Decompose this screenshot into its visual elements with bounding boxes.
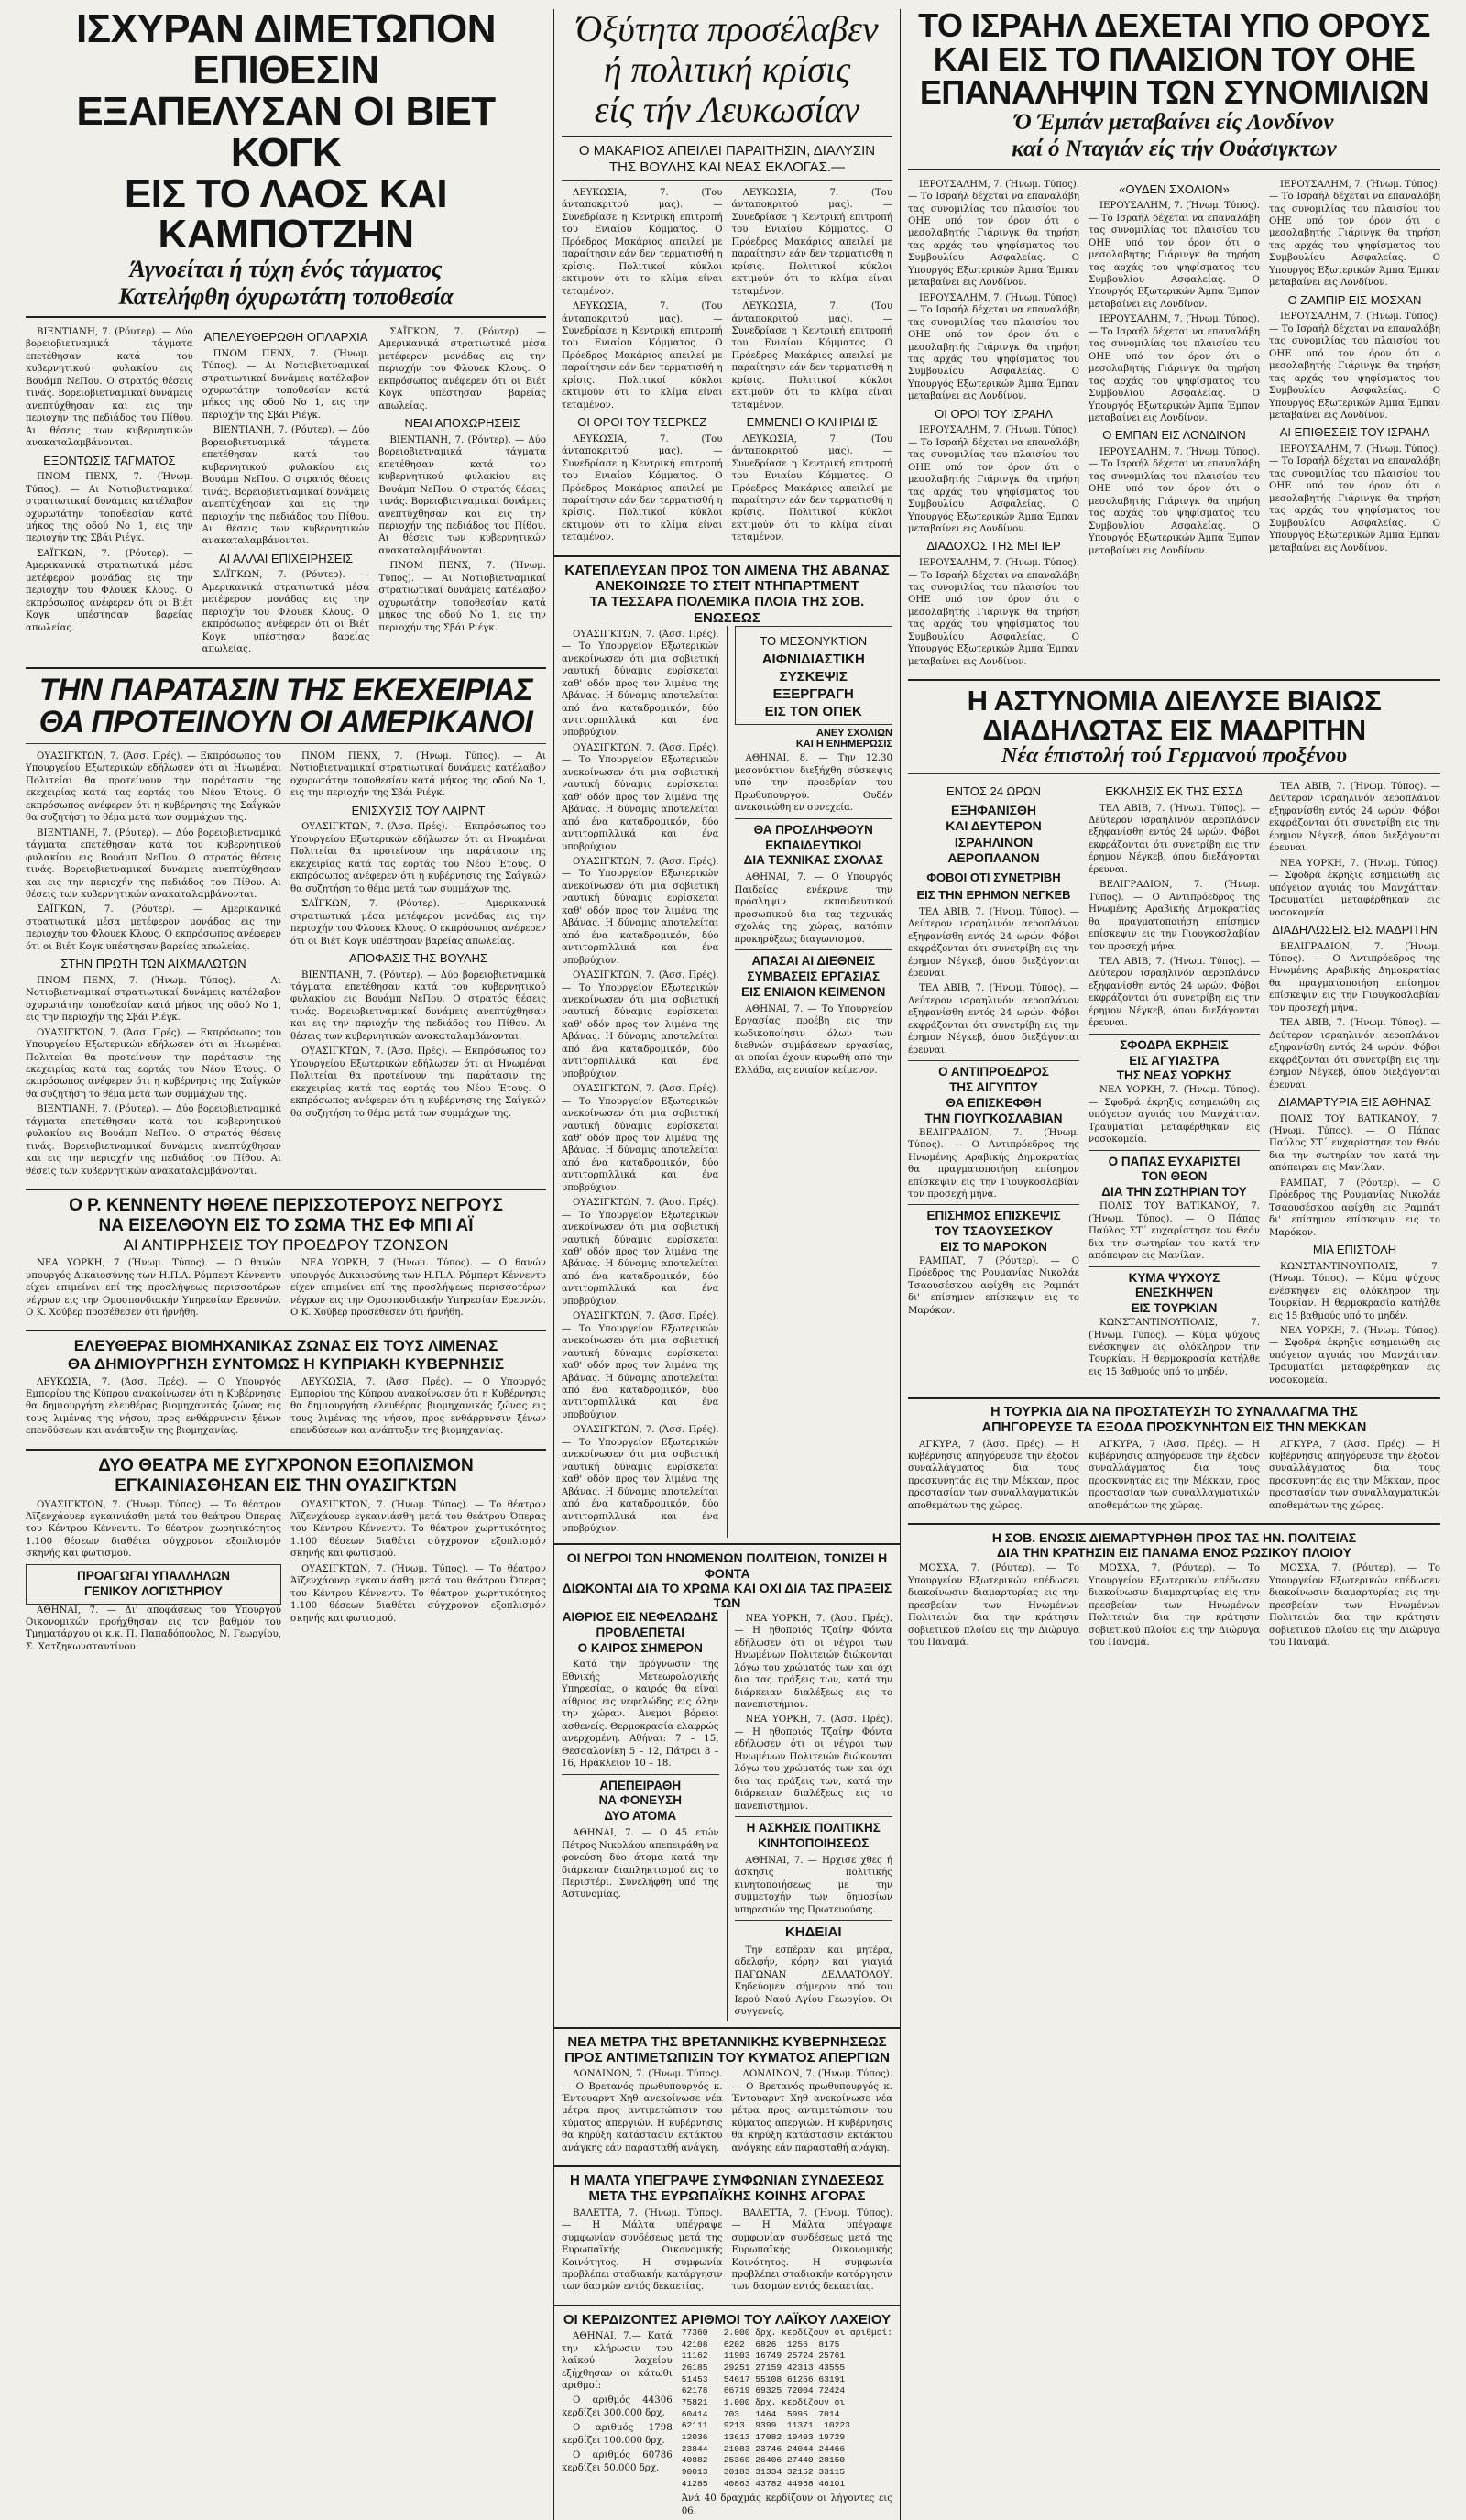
headline-malta <box>562 2173 892 2205</box>
headline: ΔΙΑ ΤΕΧΝΙΚΑΣ ΣΧΟΛΑΣ <box>743 853 883 868</box>
box-kicker: ΕΝΤΟΣ 24 ΩΡΩΝ <box>946 783 1042 798</box>
banner-line: ΔΙΩΚΟΝΤΑΙ ΔΙΑ ΤΟ ΧΡΩΜΑ ΚΑΙ ΟΧΙ ΔΙΑ ΤΑΣ ΠΡΑΞΕΙΣ ΤΩΝ <box>562 1580 892 1610</box>
article-text: ΛΕΥΚΩΣΙΑ, 7. (Άσσ. Πρές). — Ο Υπουργός Εμπορίου της Κύπρου ανακοίνωσεν ότι η Κυβέρνησις θα δημιουργήση ελευθέρας βιομηχανικάς ζώνας εις τους λιμένας της νήσου, προς ενθάρρυνσιν ξένων επενδύσεων και ανάπτυξιν της βιομηχανίας. <box>290 1376 546 1437</box>
article-text: ΠΝΟΜ ΠΕΝΧ, 7. (Ήνωμ. Τύπος). — Αι Νοτιοβιετναμικαί στρατιωτικαί δυνάμεις κατέλαβον οχυρωτάτην τοποθεσίαν κατά μήκος της οδού Νο 1, εις την περιοχήν της Σβάι Ριέγκ. ΕΝΙΣΧΥΣΙΣ ΤΟΥ ΛΑΙΡΝΤ ΟΥΑΣΙΓΚΤΩΝ, 7. (Άσσ. Πρές). — Εκπρόσωπος του Υπουργείου Εξωτερικών εδήλωσεν ότι αι Ηνωμέναι Πολιτείαι θα προτείνουν την παράτασιν της εκεχειρίας κατά τας εορτάς του Νέου Έτους. Ο εκπρόσωπος ανέφερεν ότι η κυβέρνησις της Σαΐγκών θα συζητήση το θέμα μετά των συμμάχων της. ΣΑΪΓΚΩΝ, 7. (Ρόυτερ). — Αμερικανικά στρατιωτικά μέσα μετέφερον μονάδας εις την περιοχήν του Φλουεκ Κλους. Ο εκπρόσωπος ανέφερεν ότι οι Βιέτ Κογκ υπέστησαν βαρείας απωλείας. ΑΠΟΦΑΣΙΣ ΤΗΣ ΒΟΥΛΗΣ ΒΙΕΝΤΙΑΝΗ, 7. (Ρόυτερ). — Δύο βορειοβιετναμικά τάγματα επετέθησαν κατά του κυβερνητικού φυλακίου εις Βουάμπ ΝεΠου. Ο στρατός θέσεις τινάς. Βορειοβιετναμικαί δυνάμεις ανεπτύχθησαν και εις την περιοχήν της πεδιάδος του Πίθου. Αι θέσεις των κυβερνητικών ανακαταλαμβάνονται. ΟΥΑΣΙΓΚΤΩΝ, 7. (Άσσ. Πρές). — Εκπρόσωπος του Υπουργείου Εξωτερικών εδήλωσεν ότι αι Ηνωμέναι Πολιτείαι θα προτείνουν την παράτασιν της εκεχειρίας κατά τας εορτάς του Νέου Έτους. Ο εκπρόσωπος ανέφερεν ότι η κυβέρνησις της Σαΐγκών θα συζητήση το θέμα μετά των συμμάχων της. <box>290 751 546 1119</box>
article-text: ΝΕΑ ΥΟΡΚΗ, 7. (Άσσ. Πρές). — Η ηθοποιός Τζαίην Φόντα εδήλωσεν ότι οι νέγροι των Ηνωμένων Πολιτειών διώκονται λόγω του χρώματός των και όχι δια τας πράξεις των, κατά την διάρκειαν διαλέξεως εις το πανεπιστήμιον. ΝΕΑ ΥΟΡΚΗ, 7. (Άσσ. Πρές). — Η ηθοποιός Τζαίην Φόντα εδήλωσεν ότι οι νέγροι των Ηνωμένων Πολιτειών διώκονται λόγω του χρώματός των και όχι δια τας πράξεις των, κατά την διάρκειαν διαλέξεως εις το πανεπιστήμιον. <box>734 1613 892 1812</box>
section-subhead: ΑΙ ΑΛΛΑΙ ΕΠΙΧΕΙΡΗΣΕΙΣ <box>218 551 354 565</box>
headline: ΤΟΝ ΘΕΟΝ <box>1141 1169 1208 1184</box>
box-title: ΑΙΦΝΙΔΙΑΣΤΙΚΗ <box>761 652 865 668</box>
headline: ΚΙΝΗΤΟΠΟΙΗΣΕΩΣ <box>758 1835 870 1850</box>
mesonyktio-box <box>735 626 893 726</box>
banner-line: Η ΑΣΤΥΝΟΜΙΑ ΔΙΕΛΥΣΕ ΒΙΑΙΩΣ <box>967 685 1382 718</box>
banner-line: ΔΙΑ ΤΗΝ ΚΡΑΤΗΣΙΝ ΕΙΣ ΠΑΝΑΜΑ ΕΝΟΣ ΡΩΣΙΚΟΥ ΠΛΟΙΟΥ <box>997 1545 1351 1561</box>
headline: ΕΝΕΣΚΗΨΕΝ <box>1134 1286 1214 1300</box>
article-text: ΣΑΪΓΚΩΝ, 7. (Ρόυτερ). — Αμερικανικά στρατιωτικά μέσα μετέφερον μονάδας εις την περιοχήν του Φλουεκ Κλους. Ο εκπρόσωπος ανέφερεν ότι οι Βιέτ Κογκ υπέστησαν βαρείας απωλείας. ΝΕΑΙ ΑΠΟΧΩΡΗΣΕΙΣ ΒΙΕΝΤΙΑΝΗ, 7. (Ρόυτερ). — Δύο βορειοβιετναμικά τάγματα επετέθησαν κατά του κυβερνητικού φυλακίου εις Βουάμπ ΝεΠου. Ο στρατός θέσεις τινάς. Βορειοβιετναμικαί δυνάμεις ανεπτύχθησαν και εις την περιοχήν της πεδιάδος του Πίθου. Αι θέσεις των κυβερνητικών ανακαταλαμβάνονται. ΠΝΟΜ ΠΕΝΧ, 7. (Ήνωμ. Τύπος). — Αι Νοτιοβιετναμικαί στρατιωτικαί δυνάμεις κατέλαβον οχυρωτάτην τοποθεσίαν κατά μήκος της οδού Νο 1, εις την περιοχήν της Σβάι Ριέγκ. <box>378 327 546 633</box>
article-text: ΛΟΝΔΙΝΟΝ, 7. (Ήνωμ. Τύπος). — Ο Βρετανός πρωθυπουργός κ. Έντουαρντ Χηθ ανεκοίνωσε νέα μέτρα προς αντιμετώπισιν του κύματος απεργιών. Η κυβέρνησις θα κηρύξη κατάστασιν εκτάκτου ανάγκης εάν παρασταθή ανάγκη. <box>731 2069 892 2153</box>
banner-line: Όξύτητα προσέλαβεν <box>575 8 879 49</box>
article-text: Κατά την πρόγνωσιν της Εθνικής Μετεωρολογικής Υπηρεσίας, ο καιρός θα είναι αίθριος εις νεφελώδης εις όλην την χώραν. Άνεμοι βόρειοι ασθενείς. Θερμοκρασία ελαφρώς ανερχομένη. Αθήναι: 7 – 15, Θεσσαλονίκη 5 – 12, Πάτραι 8 – 16, Ηράκλειον 10 – 18. <box>562 1660 719 1769</box>
banner-line: Η ΣΟΒ. ΕΝΩΣΙΣ ΔΙΕΜΑΡΤΥΡΗΘΗ ΠΡΟΣ ΤΑΣ ΗΝ. ΠΟΛΙΤΕΙΑΣ <box>991 1530 1357 1546</box>
lottery-row: 90013 30183 31334 32152 33115 <box>681 2467 846 2478</box>
article-text: ΛΕΥΚΩΣΙΑ, 7. (Άσσ. Πρές). — Ο Υπουργός Εμπορίου της Κύπρου ανακοίνωσεν ότι η Κυβέρνησις θα δημιουργήση ελευθέρας βιομηχανικάς ζώνας εις τους λιμένας της νήσου, προς ενθάρρυνσιν ξένων επενδύσεων και ανάπτυξιν της βιομηχανίας. <box>26 1376 281 1437</box>
banner-line: ΚΑΤΕΠΛΕΥΣΑΝ ΠΡΟΣ ΤΟΝ ΛΙΜΕΝΑ ΤΗΣ ΑΒΑΝΑΣ <box>564 562 890 578</box>
article-text: ΒΙΕΝΤΙΑΝΗ, 7. (Ρόυτερ). — Δύο βορειοβιετναμικά τάγματα επετέθησαν κατά του κυβερνητικού φυλακίου εις Βουάμπ ΝεΠου. Ο στρατός θέσεις τινάς. Βορειοβιετναμικαί δυνάμεις ανεπτύχθησαν και εις την περιοχήν της πεδιάδος του Πίθου. Αι θέσεις των κυβερνητικών ανακαταλαμβάνονται. ΕΞΟΝΤΩΣΙΣ ΤΑΓΜΑΤΟΣ ΠΝΟΜ ΠΕΝΧ, 7. (Ήνωμ. Τύπος). — Αι Νοτιοβιετναμικαί στρατιωτικαί δυνάμεις κατέλαβον οχυρωτάτην τοποθεσίαν κατά μήκος της οδού Νο 1, εις την περιοχήν της Σβάι Ριέγκ. ΣΑΪΓΚΩΝ, 7. (Ρόυτερ). — Αμερικανικά στρατιωτικά μέσα μετέφερον μονάδας εις την περιοχήν του Φλουεκ Κλους. Ο εκπρόσωπος ανέφερεν ότι οι Βιέτ Κογκ υπέστησαν βαρείας απωλείας. <box>26 327 193 633</box>
subheadline: Κατελήφθη όχυρωτάτη τοποθεσία <box>118 283 454 311</box>
banner-line: ΕΛΕΥΘΕΡΑΣ ΒΙΟΜΗΧΑΝΙΚΑΣ ΖΩΝΑΣ ΕΙΣ ΤΟΥΣ ΛΙΜΕΝΑΣ <box>73 1337 498 1355</box>
box-kicker: ΤΟ ΜΕΣΟΝΥΚΤΙΟΝ <box>760 633 868 648</box>
section-subhead: ΜΙΑ ΕΠΙΣΤΟΛΗ <box>1312 1243 1397 1257</box>
headline: ΕΠΙΣΗΜΟΣ ΕΠΙΣΚΕΨΙΣ <box>926 1209 1061 1223</box>
banner-line: ΔΥΟ ΘΕΑΤΡΑ ΜΕ ΣΥΓΧΡΟΝΟΝ ΕΞΟΠΛΙΣΜΟΝ <box>98 1455 474 1475</box>
headline: ΤΟΥ ΤΣΑΟΥΣΕΣΚΟΥ <box>934 1224 1054 1239</box>
headline-britain <box>562 2034 892 2066</box>
headline: ΑΕΡΟΠΛΑΝΟΝ <box>947 850 1040 866</box>
banner-line: ΤΗΝ ΠΑΡΑΤΑΣΙΝ ΤΗΣ ΕΚΕΧΕΙΡΙΑΣ <box>38 672 533 707</box>
headline: ΣΥΜΒΑΣΕΙΣ ΕΡΓΑΣΙΑΣ <box>747 969 881 983</box>
article-text: ΑΘΗΝΑΙ, 7. — Ο 45 ετών Πέτρος Νικολάου απεπειράθη να φονεύση δύο άτομα κατά την διάρκειαν διαπληκτισμού εις το Περιστέρι. Συνελήφθη υπό της Αστυνομίας. <box>562 1828 719 1901</box>
subheadline: Νέα έπιστολή τού Γερμανού προξένου <box>1001 744 1347 769</box>
headline: ΑΠΑΣΑΙ ΑΙ ΔΙΕΘΝΕΙΣ <box>751 954 875 969</box>
headline: ΕΙΣ ΤΟ ΜΑΡΟΚΟΝ <box>940 1240 1047 1255</box>
article-text: ΟΥΑΣΙΓΚΤΩΝ, 7. (Άσσ. Πρές). — Το Υπουργείον Εξωτερικών ανεκοίνωσεν ότι μια σοβιετική ναυτική δύναμις ευρίσκεται καθ' οδόν προς τον λιμένα της Αβάνας. Η δύναμις αποτελείται από ένα καταδρομικόν, δύο αντιτορπιλλικά και ένα υποβρύχιον. ΟΥΑΣΙΓΚΤΩΝ, 7. (Άσσ. Πρές). — Το Υπουργείον Εξωτερικών ανεκοίνωσεν ότι μια σοβιετική ναυτική δύναμις ευρίσκεται καθ' οδόν προς τον λιμένα της Αβάνας. Η δύναμις αποτελείται από ένα καταδρομικόν, δύο αντιτορπιλλικά και ένα υποβρύχιον. ΟΥΑΣΙΓΚΤΩΝ, 7. (Άσσ. Πρές). — Το Υπουργείον Εξωτερικών ανεκοίνωσεν ότι μια σοβιετική ναυτική δύναμις ευρίσκεται καθ' οδόν προς τον λιμένα της Αβάνας. Η δύναμις αποτελείται από ένα καταδρομικόν, δύο αντιτορπιλλικά και ένα υποβρύχιον. <box>562 629 719 966</box>
article-text: ΑΘΗΝΑΙ, 7. — Ο Υπουργός Παιδείας ενέκρινε την πρόσληψιν εκπαιδευτικού προσωπικού δια τας τεχνικάς σχολάς της χώρας, κατόπιν προκηρύξεως διαγωνισμού. <box>734 872 892 945</box>
lottery-row: 26185 29251 27159 42313 43555 <box>681 2362 846 2373</box>
banner-line: ΕΙΣ ΤΟ ΛΑΟΣ ΚΑΙ ΚΑΜΠΟΤΖΗΝ <box>124 170 448 257</box>
section-subhead: ΟΙ ΟΡΟΙ ΤΟΥ ΤΣΕΡΚΕΖ <box>577 415 707 430</box>
banner-line: είς τήν Λευκωσίαν <box>594 89 860 130</box>
banner-line: ΕΓΚΑΙΝΙΑΣΘΗΣΑΝ ΕΙΣ ΤΗΝ ΟΥΑΣΙΓΚΤΩΝ <box>115 1475 457 1496</box>
article-text: ΙΕΡΟΥΣΑΛΗΜ, 7. (Ήνωμ. Τύπος). — Το Ισραήλ δέχεται να επαναλάβη τας συνομιλίας του πλαισίου του ΟΗΕ υπό τον όρον ότι ο μεσολαβητής Γιάρινγκ θα τηρήση τας αρχάς του ψηφίσματος του Συμβουλίου Ασφαλείας. Ο Υπουργός Εξωτερικών Άμπα Έμπαν μεταβαίνει εις Λονδίνον. Ο ΖΑΜΠΙΡ ΕΙΣ ΜΟΣΧΑΝ ΙΕΡΟΥΣΑΛΗΜ, 7. (Ήνωμ. Τύπος). — Το Ισραήλ δέχεται να επαναλάβη τας συνομιλίας του πλαισίου του ΟΗΕ υπό τον όρον ότι ο μεσολαβητής Γιάρινγκ θα τηρήση τας αρχάς του ψηφίσματος του Συμβουλίου Ασφαλείας. Ο Υπουργός Εξωτερικών Άμπα Έμπαν μεταβαίνει εις Λονδίνον. ΑΙ ΕΠΙΘΕΣΕΙΣ ΤΟΥ ΙΣΡΑΗΛ ΙΕΡΟΥΣΑΛΗΜ, 7. (Ήνωμ. Τύπος). — Το Ισραήλ δέχεται να επαναλάβη τας συνομιλίας του πλαισίου του ΟΗΕ υπό τον όρον ότι ο μεσολαβητής Γιάρινγκ θα τηρήση τας αρχάς του ψηφίσματος του Συμβουλίου Ασφαλείας. Ο Υπουργός Εξωτερικών Άμπα Έμπαν μεταβαίνει εις Λονδίνον. <box>1269 179 1440 553</box>
box-title: ΠΡΟΑΓΩΓΑΙ ΥΠΑΛΛΗΛΩΝ <box>76 1568 231 1583</box>
lottery-row: 62178 66719 69325 72004 72424 <box>681 2385 846 2396</box>
banner-line: ΕΞΑΠΕΛΥΣΑΝ ΟΙ ΒΙΕΤ ΚΟΓΚ <box>76 88 496 175</box>
article-text: ΑΓΚΥΡΑ, 7 (Άσσ. Πρές). — Η κυβέρνησις απηγόρευσε την έξοδον συναλλάγματος δια τους προσκυνητάς εις την Μέκκαν, προς προστασίαν των συναλλαγματικών αποθεμάτων της χώρας. <box>1089 1439 1260 1511</box>
box-title: ΕΞΕΡΓΡΑΓΗ <box>772 685 854 702</box>
lottery-numbers <box>682 2328 892 2520</box>
headline: ΘΑ ΠΡΟΣΛΗΦΘΟΥΝ <box>753 822 873 837</box>
subheadline: καί ό Νταγιάν είς τήν Ουάσιγκτων <box>1012 136 1337 161</box>
section-subhead: «ΟΥΔΕΝ ΣΧΟΛΙΟΝ» <box>1119 181 1230 196</box>
headline: ΤΗΣ ΝΕΑΣ ΥΟΡΚΗΣ <box>1116 1068 1232 1083</box>
headline: ΕΙΣ ΑΓΥΙΑΣΤΡΑ <box>1129 1053 1220 1068</box>
column-middle <box>554 9 901 2520</box>
headline-fonda <box>562 1550 892 1609</box>
section-subhead: ΔΙΑΔΟΧΟΣ ΤΗΣ ΜΕΓΙΕΡ <box>926 539 1061 553</box>
section-subhead: ΣΤΗΝ ΠΡΩΤΗ ΤΩΝ ΑΙΧΜΑΛΩΤΩΝ <box>60 957 246 971</box>
headline-truce-extension <box>26 674 546 740</box>
lottery-row: 42108 6202 6826 1256 8175 <box>681 2339 840 2350</box>
headline: ΤΗΝ ΓΙΟΥΓΚΟΣΛΑΒΙΑΝ <box>924 1111 1063 1125</box>
article-text: ΕΚΚΛΗΣΙΣ ΕΚ ΤΗΣ ΕΣΣΔ ΤΕΛ ΑΒΙΒ, 7. (Ήνωμ. Τύπος). — Δεύτερον ισραηλινόν αεροπλάνον εξηφανίσθη εντός 24 ωρών. Φόβοι εκφράζονται ότι συνετρίβη εις την έρημον Νέγκεβ, όπου διεξάγονται έρευναι. ΒΕΛΙΓΡΑΔΙΟΝ, 7. (Ήνωμ. Τύπος). — Ο Αντιπρόεδρος της Ηνωμένης Αραβικής Δημοκρατίας θα πραγματοποιήση επίσημον επίσκεψιν εις την Γιουγκοσλαβίαν τον προσεχή μήνα. ΤΕΛ ΑΒΙΒ, 7. (Ήνωμ. Τύπος). — Δεύτερον ισραηλινόν αεροπλάνον εξηφανίσθη εντός 24 ωρών. Φόβοι εκφράζονται ότι συνετρίβη εις την έρημον Νέγκεβ, όπου διεξάγονται έρευναι. ΣΦΟΔΡΑ ΕΚΡΗΞΙΣ ΕΙΣ ΑΓΥΙΑΣΤΡΑ ΤΗΣ ΝΕΑΣ ΥΟΡΚΗΣ ΝΕΑ ΥΟΡΚΗ, 7. (Ήνωμ. Τύπος). — Σφοδρά έκρηξις εσημειώθη εις υπόγειον αγυιάς του Μανχάτταν. Τραυματίαι μεταφέρθηκαν εις νοσοκομεία. Ο ΠΑΠΑΣ ΕΥΧΑΡΙΣΤΕΙ ΤΟΝ ΘΕΟΝ ΔΙΑ ΤΗΝ ΣΩΤΗΡΙΑΝ ΤΟΥ ΠΟΛΙΣ ΤΟΥ ΒΑΤΙΚΑΝΟΥ, 7. (Ήνωμ. Τύπος). — Ο Πάπας Παύλος ΣΤ΄ ευχαρίστησε τον Θεόν δια την σωτηρίαν του κατά την απόπειραν εις Μανίλαν. ΚΥΜΑ ΨΥΧΟΥΣ ΕΝΕΣΚΗΨΕΝ ΕΙΣ ΤΟΥΡΚΙΑΝ ΚΩΝΣΤΑΝΤΙΝΟΥΠΟΛΙΣ, 7. (Ήνωμ. Τύπος). — Κύμα ψύχους ενέσκηψεν εις ολόκληρον την Τουρκίαν. Η θερμοκρασία κατήλθε εις 15 βαθμούς υπό το μηδέν. <box>1089 783 1260 1377</box>
headline: ΘΑ ΕΠΙΣΚΕΦΘΗ <box>946 1095 1042 1110</box>
lottery-row: 12036 13613 17082 19403 19729 <box>681 2432 846 2443</box>
headline-turkey-mecca <box>908 1405 1440 1435</box>
headline: Ο ΑΝΤΙΠΡΟΕΔΡΟΣ <box>938 1065 1049 1079</box>
banner-line: ΙΣΧΥΡΑΝ ΔΙΜΕΤΩΠΟΝ ΕΠΙΘΕΣΙΝ <box>75 6 497 93</box>
headline: ΚΑΙ ΔΕΥΤΕΡΟΝ <box>946 818 1042 834</box>
subheadline: ΑΙ ΑΝΤΙΡΡΗΣΕΙΣ ΤΟΥ ΠΡΟΕΔΡΟΥ ΤΖΟΝΣΟΝ <box>123 1235 449 1254</box>
article-text: ΑΘΗΝΑΙ, 7. — Το Υπουργείον Εργασίας προέβη εις την κωδικοποίησιν όλων των διεθνών συμβάσεων εργασίας, αι οποίαι έχουν κυρωθή από την Ελλάδα, εις ενιαίον κείμενον. <box>734 1003 892 1076</box>
article-text: ΒΑΛΕΤΤΑ, 7. (Ήνωμ. Τύπος). — Η Μάλτα υπέγραψε συμφωνίαν συνδέσεως μετά της Ευρωπαϊκής Οικονομικής Κοινότητος. Η συμφωνία προβλέπει σταδιακήν κατάργησιν των δασμών εντός δεκαετίας. <box>731 2208 892 2293</box>
section-subhead: ΔΙΑΔΗΛΩΣΕΙΣ ΕΙΣ ΜΑΔΡΙΤΗΝ <box>1272 922 1438 937</box>
lottery-row: 40882 25360 26406 27440 28150 <box>681 2455 846 2466</box>
lottery-row: 60414 703 1464 5995 7014 <box>681 2408 840 2419</box>
article-text: Την εσπέραν και μητέρα, αδελφήν, κόρην και γιαγιά ΠΑΓΩΝΑΝ ΔΕΛΛΑΤΟΛΟΥ. Κηδεύομεν σήμερον από του Ιερού Ναού Αγίου Γεωργίου. Οι συγγενείς. <box>734 1945 892 2018</box>
banner-line: Η ΤΟΥΡΚΙΑ ΔΙΑ ΝΑ ΠΡΟΣΤΑΤΕΥΣΗ ΤΟ ΣΥΝΑΛΛΑΓΜΑ ΤΗΣ <box>990 1405 1358 1420</box>
article-text: ΑΘΗΝΑΙ, 8. — Την 12.30 μεσονύκτιον διεξήχθη σύσκεψις υπό την προεδρίαν του Πρωθυπουργού. Ουδέν ανεκοινώθη εν συνεχεία. <box>734 753 892 814</box>
headline: Ο ΚΑΙΡΟΣ ΣΗΜΕΡΟΝ <box>577 1640 703 1655</box>
headline: ΑΙΘΡΙΟΣ ΕΙΣ ΝΕΦΕΛΩΔΗΣ <box>562 1609 718 1624</box>
banner-line: ΠΡΟΣ ΑΝΤΙΜΕΤΩΠΙΣΙΝ ΤΟΥ ΚΥΜΑΤΟΣ ΑΠΕΡΓΙΩΝ <box>564 2049 890 2065</box>
headline: ΑΠΕΠΕΙΡΑΘΗ <box>599 1778 682 1792</box>
headline-laos-cambodia <box>26 6 546 257</box>
headline: ΝΑ ΦΟΝΕΥΣΗ <box>598 1793 682 1808</box>
article-text: ΛΕΥΚΩΣΙΑ, 7. (Του άνταποκριτού μας). — Συνεδρίασε η Κεντρική επιτροπή του Ενιαίου Κόμματος. Ο Πρόεδρος Μακάριος απειλεί με παραίτησιν εάν δεν τερματισθή η κρίσις. Πολιτικοί κύκλοι εκτιμούν ότι το κλίμα είναι τεταμένον. ΛΕΥΚΩΣΙΑ, 7. (Του άνταποκριτού μας). — Συνεδρίασε η Κεντρική επιτροπή του Ενιαίου Κόμματος. Ο Πρόεδρος Μακάριος απειλεί με παραίτησιν εάν δεν τερματισθή η κρίσις. Πολιτικοί κύκλοι εκτιμούν ότι το κλίμα είναι τεταμένον. ΟΙ ΟΡΟΙ ΤΟΥ ΤΣΕΡΚΕΖ ΛΕΥΚΩΣΙΑ, 7. (Του άνταποκριτού μας). — Συνεδρίασε η Κεντρική επιτροπή του Ενιαίου Κόμματος. Ο Πρόεδρος Μακάριος απειλεί με παραίτησιν εάν δεν τερματισθή η κρίσις. Πολιτικοί κύκλοι εκτιμούν ότι το κλίμα είναι τεταμένον. <box>562 188 723 543</box>
section-subhead: ΕΚΚΛΗΣΙΣ ΕΚ ΤΗΣ ΕΣΣΔ <box>1105 783 1243 798</box>
section-subhead: ΑΠΕΛΕΥΘΕΡΩΘΗ ΟΠΛΑΡΧΙΑ <box>203 330 368 345</box>
section-subhead: ΝΕΑΙ ΑΠΟΧΩΡΗΣΕΙΣ <box>404 416 520 431</box>
section-subhead: ΑΙ ΕΠΙΘΕΣΕΙΣ ΤΟΥ ΙΣΡΑΗΛ <box>1279 425 1430 440</box>
headline: ΚΥΜΑ ΨΥΧΟΥΣ <box>1128 1270 1220 1285</box>
headline: ΠΡΟΒΛΕΠΕΤΑΙ <box>596 1625 684 1639</box>
box-title: ΕΙΣ ΤΟΝ ΟΠΕΚ <box>764 703 862 719</box>
section-subhead: ΟΙ ΟΡΟΙ ΤΟΥ ΙΣΡΑΗΛ <box>935 406 1053 421</box>
article-text: ΜΟΣΧΑ, 7. (Ρόυτερ). — Το Υπουργείον Εξωτερικών επέδωσεν διακοίνωσιν διαμαρτυρίας εις την πρεσβείαν των Ηνωμένων Πολιτειών δια την κράτησιν σοβιετικού πλοίου εις την Διώρυγα του Παναμά. <box>1089 1563 1260 1649</box>
banner-line: ΘΑ ΔΗΜΙΟΥΡΓΗΣΗ ΣΥΝΤΟΜΩΣ Η ΚΥΠΡΙΑΚΗ ΚΥΒΕΡΝΗΣΙΣ <box>67 1355 505 1373</box>
headline: ΔΙΑ ΤΗΝ ΣΩΤΗΡΙΑΝ ΤΟΥ <box>1101 1185 1247 1200</box>
article-text: ΟΥΑΣΙΓΚΤΩΝ, 7. (Ήνωμ. Τύπος). — Το θέατρον Άϊζενχάουερ εγκαινιάσθη μετά του θεάτρου Όπερας του Κέντρου Κέννεντυ. Το θέατρον χωρητικότητος 1.100 θέσεων διαθέτει σύγχρονον εξοπλισμόν σκηνής και φωτισμού. ΠΡΟΑΓΩΓΑΙ ΥΠΑΛΛΗΛΩΝ ΓΕΝΙΚΟΥ ΛΟΓΙΣΤΗΡΙΟΥ ΑΘΗΝΑΙ, 7. — Δι' αποφάσεως του Υπουργού Οικονομικών προήχθησαν εις τον βαθμόν του Τμηματάρχου οι κ.κ. Π. Παπαδόπουλος, Ν. Γεωργίου, Σ. Χατζηκωνσταντίνου. <box>26 1499 281 1652</box>
headline-theatres <box>26 1456 546 1496</box>
headline: ΤΗΣ ΑΙΓΥΠΤΟΥ <box>949 1080 1038 1095</box>
headline-madrid <box>908 686 1440 744</box>
headline: ΣΦΟΔΡΑ ΕΚΡΗΞΙΣ <box>1120 1037 1229 1052</box>
section-subhead: ΕΝΙΣΧΥΣΙΣ ΤΟΥ ΛΑΙΡΝΤ <box>351 803 486 817</box>
headline-cyprus-crisis <box>562 9 892 130</box>
headline: Ο ΠΑΠΑΣ ΕΥΧΑΡΙΣΤΕΙ <box>1108 1154 1241 1168</box>
newspaper-page <box>18 6 1448 2516</box>
headline: ΕΙΣ ΕΝΙΑΙΟΝ ΚΕΙΜΕΝΟΝ <box>741 984 886 999</box>
banner-line: Η ΜΑΛΤΑ ΥΠΕΓΡΑΨΕ ΣΥΜΦΩΝΙΑΝ ΣΥΝΔΕΣΕΩΣ <box>569 2173 885 2189</box>
article-text: ΟΥΑΣΙΓΚΤΩΝ, 7. (Άσσ. Πρές). — Το Υπουργείον Εξωτερικών ανεκοίνωσεν ότι μια σοβιετική ναυτική δύναμις ευρίσκεται καθ' οδόν προς τον λιμένα της Αβάνας. Η δύναμις αποτελείται από ένα καταδρομικόν, δύο αντιτορπιλλικά και ένα υποβρύχιον. ΟΥΑΣΙΓΚΤΩΝ, 7. (Άσσ. Πρές). — Το Υπουργείον Εξωτερικών ανεκοίνωσεν ότι μια σοβιετική ναυτική δύναμις ευρίσκεται καθ' οδόν προς τον λιμένα της Αβάνας. Η δύναμις αποτελείται από ένα καταδρομικόν, δύο αντιτορπιλλικά και ένα υποβρύχιον. ΟΥΑΣΙΓΚΤΩΝ, 7. (Άσσ. Πρές). — Το Υπουργείον Εξωτερικών ανεκοίνωσεν ότι μια σοβιετική ναυτική δύναμις ευρίσκεται καθ' οδόν προς τον λιμένα της Αβάνας. Η δύναμις αποτελείται από ένα καταδρομικόν, δύο αντιτορπιλλικά και ένα υποβρύχιον. ΟΥΑΣΙΓΚΤΩΝ, 7. (Άσσ. Πρές). — Το Υπουργείον Εξωτερικών ανεκοίνωσεν ότι μια σοβιετική ναυτική δύναμις ευρίσκεται καθ' οδόν προς τον λιμένα της Αβάνας. Η δύναμις αποτελείται από ένα καταδρομικόν, δύο αντιτορπιλλικά και ένα υποβρύχιον. ΟΥΑΣΙΓΚΤΩΝ, 7. (Άσσ. Πρές). — Το Υπουργείον Εξωτερικών ανεκοίνωσεν ότι μια σοβιετική ναυτική δύναμις ευρίσκεται καθ' οδόν προς τον λιμένα της Αβάνας. Η δύναμις αποτελείται από ένα καταδρομικόν, δύο αντιτορπιλλικά και ένα υποβρύχιον. <box>562 970 719 1534</box>
lottery-row: 75821 1.000 δρχ. κερδίζουν οι <box>681 2397 846 2408</box>
headline-kennedy <box>26 1196 546 1236</box>
lottery-row: 41285 40863 43782 44968 46101 <box>681 2478 846 2489</box>
headline-havana-ships <box>562 563 892 626</box>
article-text: ΝΕΑ ΥΟΡΚΗ, 7 (Ήνωμ. Τύπος). — Ο θανών υπουργός Δικαιοσύνης των Η.Π.Α. Ρόμπερτ Κέννεντυ είχεν επιμείνει επί της προσλήψεως περισσοτέρων νέγρων εις την Ομοσπονδιακήν Υπηρεσίαν Ερευνών. Ο Κ. Χούβερ προσέθεσεν ότι ήρνήθη. <box>290 1258 546 1318</box>
section-subhead: ΔΙΑΜΑΡΤΥΡΙΑ ΕΙΣ ΑΘΗΝΑΣ <box>1278 1094 1431 1109</box>
section-subhead: Ο ΕΜΠΑΝ ΕΙΣ ΛΟΝΔΙΝΟΝ <box>1102 428 1246 443</box>
article-text: ΟΥΑΣΙΓΚΤΩΝ, 7. (Άσσ. Πρές). — Εκπρόσωπος του Υπουργείου Εξωτερικών εδήλωσεν ότι αι Ηνωμέναι Πολιτείαι θα προτείνουν την παράτασιν της εκεχειρίας κατά τας εορτάς του Νέου Έτους. Ο εκπρόσωπος ανέφερεν ότι η κυβέρνησις της Σαΐγκών θα συζητήση το θέμα μετά των συμμάχων της. ΒΙΕΝΤΙΑΝΗ, 7. (Ρόυτερ). — Δύο βορειοβιετναμικά τάγματα επετέθησαν κατά του κυβερνητικού φυλακίου εις Βουάμπ ΝεΠου. Ο στρατός θέσεις τινάς. Βορειοβιετναμικαί δυνάμεις ανεπτύχθησαν και εις την περιοχήν της πεδιάδος του Πίθου. Αι θέσεις των κυβερνητικών ανακαταλαμβάνονται. ΣΑΪΓΚΩΝ, 7. (Ρόυτερ). — Αμερικανικά στρατιωτικά μέσα μετέφερον μονάδας εις την περιοχήν του Φλουεκ Κλους. Ο εκπρόσωπος ανέφερεν ότι οι Βιέτ Κογκ υπέστησαν βαρείας απωλείας. ΣΤΗΝ ΠΡΩΤΗ ΤΩΝ ΑΙΧΜΑΛΩΤΩΝ ΠΝΟΜ ΠΕΝΧ, 7. (Ήνωμ. Τύπος). — Αι Νοτιοβιετναμικαί στρατιωτικαί δυνάμεις κατέλαβον οχυρωτάτην τοποθεσίαν κατά μήκος της οδού Νο 1, εις την περιοχήν της Σβάι Ριέγκ. ΟΥΑΣΙΓΚΤΩΝ, 7. (Άσσ. Πρές). — Εκπρόσωπος του Υπουργείου Εξωτερικών εδήλωσεν ότι αι Ηνωμέναι Πολιτείαι θα προτείνουν την παράτασιν της εκεχειρίας κατά τας εορτάς του Νέου Έτους. Ο εκπρόσωπος ανέφερεν ότι η κυβέρνησις της Σαΐγκών θα συζητήση το θέμα μετά των συμμάχων της. ΒΙΕΝΤΙΑΝΗ, 7. (Ρόυτερ). — Δύο βορειοβιετναμικά τάγματα επετέθησαν κατά του κυβερνητικού φυλακίου εις Βουάμπ ΝεΠου. Ο στρατός θέσεις τινάς. Βορειοβιετναμικαί δυνάμεις ανεπτύχθησαν και εις την περιοχήν της πεδιάδος του Πίθου. Αι θέσεις των κυβερνητικών ανακαταλαμβάνονται. <box>26 751 281 1177</box>
subheadline: Άγνοείται ή τύχη ένός τάγματος <box>129 256 443 283</box>
section-subhead: ΑΠΟΦΑΣΙΣ ΤΗΣ ΒΟΥΛΗΣ <box>348 950 488 965</box>
lottery-row: 62111 9213 9399 11371 10223 <box>681 2420 850 2431</box>
article-text: ΑΓΚΥΡΑ, 7 (Άσσ. Πρές). — Η κυβέρνησις απηγόρευσε την έξοδον συναλλάγματος δια τους προσκυνητάς εις την Μέκκαν, προς προστασίαν των συναλλαγματικών αποθεμάτων της χώρας. <box>908 1439 1079 1511</box>
banner-line: ΔΙΑΔΗΛΩΤΑΣ ΕΙΣ ΜΑΔΡΙΤΗΝ <box>982 713 1366 746</box>
headline-ussr-panama <box>908 1530 1440 1560</box>
section-subhead: Ο ΖΑΜΠΙΡ ΕΙΣ ΜΟΣΧΑΝ <box>1287 292 1422 307</box>
article-text: ΟΥΑΣΙΓΚΤΩΝ, 7. (Ήνωμ. Τύπος). — Το θέατρον Άϊζενχάουερ εγκαινιάσθη μετά του θεάτρου Όπερας του Κέντρου Κέννεντυ. Το θέατρον χωρητικότητος 1.100 θέσεων διαθέτει σύγχρονον εξοπλισμόν σκηνής και φωτισμού. ΟΥΑΣΙΓΚΤΩΝ, 7. (Ήνωμ. Τύπος). — Το θέατρον Άϊζενχάουερ εγκαινιάσθη μετά του θεάτρου Όπερας του Κέντρου Κέννεντυ. Το θέατρον χωρητικότητος 1.100 θέσεων διαθέτει σύγχρονον εξοπλισμόν σκηνής και φωτισμού. <box>290 1499 546 1624</box>
lottery-closing: Άνά 40 δραχμάς κερδίζουν οι λήγοντες εις 06. <box>681 2493 892 2516</box>
banner-line: ΜΕΤΑ ΤΗΣ ΕΥΡΩΠΑΪΚΗΣ ΚΟΙΝΗΣ ΑΓΟΡΑΣ <box>588 2188 866 2205</box>
headline: ΕΞΗΦΑΝΙΣΘΗ <box>950 802 1037 817</box>
banner-line: ή πολιτική κρίσις <box>603 49 851 90</box>
article-text: ΕΝΤΟΣ 24 ΩΡΩΝ ΕΞΗΦΑΝΙΣΘΗ ΚΑΙ ΔΕΥΤΕΡΟΝ ΙΣΡΑΗΛΙΝΟΝ ΑΕΡΟΠΛΑΝΟΝ ΦΟΒΟΙ ΟΤΙ ΣΥΝΕΤΡΙΒΗ ΕΙΣ ΤΗΝ ΕΡΗΜΟΝ ΝΕΓΚΕΒ ΤΕΛ ΑΒΙΒ, 7. (Ήνωμ. Τύπος). — Δεύτερον ισραηλινόν αεροπλάνον εξηφανίσθη εντός 24 ωρών. Φόβοι εκφράζονται ότι συνετρίβη εις την έρημον Νέγκεβ, όπου διεξάγονται έρευναι. ΤΕΛ ΑΒΙΒ, 7. (Ήνωμ. Τύπος). — Δεύτερον ισραηλινόν αεροπλάνον εξηφανίσθη εντός 24 ωρών. Φόβοι εκφράζονται ότι συνετρίβη εις την έρημον Νέγκεβ, όπου διεξάγονται έρευναι. Ο ΑΝΤΙΠΡΟΕΔΡΟΣ ΤΗΣ ΑΙΓΥΠΤΟΥ ΘΑ ΕΠΙΣΚΕΦΘΗ ΤΗΝ ΓΙΟΥΓΚΟΣΛΑΒΙΑΝ ΒΕΛΙΓΡΑΔΙΟΝ, 7. (Ήνωμ. Τύπος). — Ο Αντιπρόεδρος της Ηνωμένης Αραβικής Δημοκρατίας θα πραγματοποιήση επίσημον επίσκεψιν εις την Γιουγκοσλαβίαν τον προσεχή μήνα. ΕΠΙΣΗΜΟΣ ΕΠΙΣΚΕΨΙΣ ΤΟΥ ΤΣΑΟΥΣΕΣΚΟΥ ΕΙΣ ΤΟ ΜΑΡΟΚΟΝ ΡΑΜΠΑΤ, 7 (Ρόυτερ). — Ο Πρόεδρος της Ρουμανίας Νικολάε Τσαουσέσκου αφίχθη εις Ραμπάτ δι' επίσημον επίσκεψιν εις το Μαρόκον. <box>908 783 1079 1316</box>
lottery-text: ΑΘΗΝΑΙ, 7.— Κατά την κλήρωσιν του λαϊκού λαχείου εξήχθησαν οι κάτωθι αριθμοί: Ο αριθμός 44306 κερδίζει 300.000 δρχ. Ο αριθμός 1798 κερδίζει 100.000 δρχ. Ο αριθμός 60786 κερδίζει 50.000 δρχ. <box>562 2331 673 2473</box>
banner-line: ΝΕΑ ΜΕΤΡΑ ΤΗΣ ΒΡΕΤΑΝΝΙΚΗΣ ΚΥΒΕΡΝΗΣΕΩΣ <box>567 2033 887 2050</box>
headline: ΔΥΟ ΑΤΟΜΑ <box>604 1809 677 1824</box>
banner-line: ΤΑ ΤΕΣΣΑΡΑ ΠΟΛΕΜΙΚΑ ΠΛΟΙΑ ΤΗΣ ΣΟΒ. ΕΝΩΣΕΩΣ <box>589 594 865 626</box>
headline-lottery: ΟΙ ΚΕΡΔΙΖΟΝΤΕΣ ΑΡΙΘΜΟΙ ΤΟΥ ΛΑΪΚΟΥ ΛΑΧΕΙΟΥ <box>563 2311 892 2328</box>
article-text: ΑΘΗΝΑΙ, 7. — Ηρχισε χθες ή άσκησις πολιτικής κινητοποιήσεως με την συμμετοχήν των δημοσίων υπηρεσιών της Πρωτευούσης. <box>734 1855 892 1915</box>
box-sub: ΑΝΕΥ ΣΧΟΛΙΩΝ <box>816 728 892 740</box>
headline: Η ΑΣΚΗΣΙΣ ΠΟΛΙΤΙΚΗΣ <box>746 1821 881 1835</box>
article-text: ΑΓΚΥΡΑ, 7 (Άσσ. Πρές). — Η κυβέρνησις απηγόρευσε την έξοδον συναλλάγματος δια τους προσκυνητάς εις την Μέκκαν, προς προστασίαν των συναλλαγματικών αποθεμάτων της χώρας. <box>1269 1439 1440 1511</box>
headline: ΕΚΠΑΙΔΕΥΤΙΚΟΙ <box>765 838 862 852</box>
headline: ΙΣΡΑΗΛΙΝΟΝ <box>954 834 1034 849</box>
banner-line: ΘΑ ΠΡΟΤΕΙΝΟΥΝ ΟΙ ΑΜΕΡΙΚΑΝΟΙ <box>38 705 533 740</box>
banner-line: ΝΑ ΕΙΣΕΛΘΟΥΝ ΕΙΣ ΤΟ ΣΩΜΑ ΤΗΣ ΕΦ ΜΠΙ ΑΪ <box>98 1215 474 1235</box>
banner-line: Ο Ρ. ΚΕΝΝΕΝΤΥ ΗΘΕΛΕ ΠΕΡΙΣΣΟΤΕΡΟΥΣ ΝΕΓΡΟΥΣ <box>69 1196 503 1216</box>
box-title: ΣΥΣΚΕΨΙΣ <box>779 669 848 685</box>
article-text: ΛΕΥΚΩΣΙΑ, 7. (Του άνταποκριτού μας). — Συνεδρίασε η Κεντρική επιτροπή του Ενιαίου Κόμματος. Ο Πρόεδρος Μακάριος απειλεί με παραίτησιν εάν δεν τερματισθή η κρίσις. Πολιτικοί κύκλοι εκτιμούν ότι το κλίμα είναι τεταμένον. ΛΕΥΚΩΣΙΑ, 7. (Του άνταποκριτού μας). — Συνεδρίασε η Κεντρική επιτροπή του Ενιαίου Κόμματος. Ο Πρόεδρος Μακάριος απειλεί με παραίτησιν εάν δεν τερματισθή η κρίσις. Πολιτικοί κύκλοι εκτιμούν ότι το κλίμα είναι τεταμένον. ΕΜΜΕΝΕΙ Ο ΚΛΗΡΙΔΗΣ ΛΕΥΚΩΣΙΑ, 7. (Του άνταποκριτού μας). — Συνεδρίασε η Κεντρική επιτροπή του Ενιαίου Κόμματος. Ο Πρόεδρος Μακάριος απειλεί με παραίτησιν εάν δεν τερματισθή η κρίσις. Πολιτικοί κύκλοι εκτιμούν ότι το κλίμα είναι τεταμένον. <box>731 188 892 543</box>
article-text: ΝΕΑ ΥΟΡΚΗ, 7 (Ήνωμ. Τύπος). — Ο θανών υπουργός Δικαιοσύνης των Η.Π.Α. Ρόμπερτ Κέννεντυ είχεν επιμείνει επί της προσλήψεως περισσοτέρων νέγρων εις την Ομοσπονδιακήν Υπηρεσίαν Ερευνών. Ο Κ. Χούβερ προσέθεσεν ότι ήρνήθη. <box>26 1258 281 1318</box>
article-text: ΙΕΡΟΥΣΑΛΗΜ, 7. (Ήνωμ. Τύπος). — Το Ισραήλ δέχεται να επαναλάβη τας συνομιλίας του πλαισίου του ΟΗΕ υπό τον όρον ότι ο μεσολαβητής Γιάρινγκ θα τηρήση τας αρχάς του ψηφίσματος του Συμβουλίου Ασφαλείας. Ο Υπουργός Εξωτερικών Άμπα Έμπαν μεταβαίνει εις Λονδίνον. ΙΕΡΟΥΣΑΛΗΜ, 7. (Ήνωμ. Τύπος). — Το Ισραήλ δέχεται να επαναλάβη τας συνομιλίας του πλαισίου του ΟΗΕ υπό τον όρον ότι ο μεσολαβητής Γιάρινγκ θα τηρήση τας αρχάς του ψηφίσματος του Συμβουλίου Ασφαλείας. Ο Υπουργός Εξωτερικών Άμπα Έμπαν μεταβαίνει εις Λονδίνον. ΟΙ ΟΡΟΙ ΤΟΥ ΙΣΡΑΗΛ ΙΕΡΟΥΣΑΛΗΜ, 7. (Ήνωμ. Τύπος). — Το Ισραήλ δέχεται να επαναλάβη τας συνομιλίας του πλαισίου του ΟΗΕ υπό τον όρον ότι ο μεσολαβητής Γιάρινγκ θα τηρήση τας αρχάς του ψηφίσματος του Συμβουλίου Ασφαλείας. Ο Υπουργός Εξωτερικών Άμπα Έμπαν μεταβαίνει εις Λονδίνον. ΔΙΑΔΟΧΟΣ ΤΗΣ ΜΕΓΙΕΡ ΙΕΡΟΥΣΑΛΗΜ, 7. (Ήνωμ. Τύπος). — Το Ισραήλ δέχεται να επαναλάβη τας συνομιλίας του πλαισίου του ΟΗΕ υπό τον όρον ότι ο μεσολαβητής Γιάρινγκ θα τηρήση τας αρχάς του ψηφίσματος του Συμβουλίου Ασφαλείας. Ο Υπουργός Εξωτερικών Άμπα Έμπαν μεταβαίνει εις Λονδίνον. <box>908 179 1079 667</box>
banner-line: ΚΑΙ ΕΙΣ ΤΟ ΠΛΑΙΣΙΟΝ ΤΟΥ ΟΗΕ <box>933 39 1416 78</box>
column-right <box>901 6 1448 2520</box>
banner-line: ΑΠΗΓΟΡΕΥΣΕ ΤΑ ΕΞΟΔΑ ΠΡΟΣΚΥΝΗΤΩΝ ΕΙΣ ΤΗΝ ΜΕΚΚΑΝ <box>981 1419 1367 1435</box>
banner-line: ΤΟ ΙΣΡΑΗΛ ΔΕΧΕΤΑΙ ΥΠΟ ΟΡΟΥΣ <box>918 6 1430 44</box>
box-title: ΓΕΝΙΚΟΥ ΛΟΓΙΣΤΗΡΙΟΥ <box>83 1583 224 1598</box>
column-left <box>18 6 554 2520</box>
subheadline: Ό Έμπάν μεταβαίνει είς Λονδίνον <box>1014 110 1334 136</box>
headline-free-zones <box>26 1337 546 1373</box>
banner-line: ΟΙ ΝΕΓΡΟΙ ΤΩΝ ΗΝΩΜΕΝΩΝ ΠΟΛΙΤΕΙΩΝ, ΤΟΝΙΖΕΙ Η ΦΟΝΤΑ <box>566 1550 888 1581</box>
promotions-box <box>26 1564 281 1605</box>
article-text: ΛΟΝΔΙΝΟΝ, 7. (Ήνωμ. Τύπος). — Ο Βρετανός πρωθυπουργός κ. Έντουαρντ Χηθ ανεκοίνωσε νέα μέτρα προς αντιμετώπισιν του κύματος απεργιών. Η κυβέρνησις θα κηρύξη κατάστασιν εκτάκτου ανάγκης εάν παρασταθή ανάγκη. <box>562 2069 723 2153</box>
article-text: ΑΠΕΛΕΥΘΕΡΩΘΗ ΟΠΛΑΡΧΙΑ ΠΝΟΜ ΠΕΝΧ, 7. (Ήνωμ. Τύπος). — Αι Νοτιοβιετναμικαί στρατιωτικαί δυνάμεις κατέλαβον οχυρωτάτην τοποθεσίαν κατά μήκος της οδού Νο 1, εις την περιοχήν της Σβάι Ριέγκ. ΒΙΕΝΤΙΑΝΗ, 7. (Ρόυτερ). — Δύο βορειοβιετναμικά τάγματα επετέθησαν κατά του κυβερνητικού φυλακίου εις Βουάμπ ΝεΠου. Ο στρατός θέσεις τινάς. Βορειοβιετναμικαί δυνάμεις ανεπτύχθησαν και εις την περιοχήν της πεδιάδος του Πίθου. Αι θέσεις των κυβερνητικών ανακαταλαμβάνονται. ΑΙ ΑΛΛΑΙ ΕΠΙΧΕΙΡΗΣΕΙΣ ΣΑΪΓΚΩΝ, 7. (Ρόυτερ). — Αμερικανικά στρατιωτικά μέσα μετέφερον μονάδας εις την περιοχήν του Φλουεκ Κλους. Ο εκπρόσωπος ανέφερεν ότι οι Βιέτ Κογκ υπέστησαν βαρείας απωλείας. <box>202 330 370 655</box>
lottery-row: 11162 11903 16749 25724 25761 <box>681 2350 846 2361</box>
lottery-row: 77360 2.000 δρχ. κερδίζουν οι αριθμοί: <box>681 2328 892 2339</box>
headline: ΕΙΣ ΤΟΥΡΚΙΑΝ <box>1131 1301 1218 1316</box>
lottery-row: 51453 54617 55108 61256 63191 <box>681 2373 846 2384</box>
subheadline: ΦΟΒΟΙ ΟΤΙ ΣΥΝΕΤΡΙΒΗ <box>926 870 1061 884</box>
subheadline: ΕΙΣ ΤΗΝ ΕΡΗΜΟΝ ΝΕΓΚΕΒ <box>916 888 1071 903</box>
article-text: ΜΟΣΧΑ, 7. (Ρόυτερ). — Το Υπουργείον Εξωτερικών επέδωσεν διακοίνωσιν διαμαρτυρίας εις την πρεσβείαν των Ηνωμένων Πολιτειών δια την κράτησιν σοβιετικού πλοίου εις την Διώρυγα του Παναμά. <box>1269 1563 1440 1649</box>
headline-israel <box>908 6 1440 112</box>
subheadline: Ο ΜΑΚΑΡΙΟΣ ΑΠΕΙΛΕΙ ΠΑΡΑΙΤΗΣΙΝ, ΔΙΑΛΥΣΙΝ ΤΗΣ ΒΟΥΛΗΣ ΚΑΙ ΝΕΑΣ ΕΚΛΟΓΑΣ.— <box>578 143 876 175</box>
article-text: ΒΑΛΕΤΤΑ, 7. (Ήνωμ. Τύπος). — Η Μάλτα υπέγραψε συμφωνίαν συνδέσεως μετά της Ευρωπαϊκής Οικονομικής Κοινότητος. Η συμφωνία προβλέπει σταδιακήν κατάργησιν των δασμών εντός δεκαετίας. <box>562 2208 723 2293</box>
article-text: «ΟΥΔΕΝ ΣΧΟΛΙΟΝ» ΙΕΡΟΥΣΑΛΗΜ, 7. (Ήνωμ. Τύπος). — Το Ισραήλ δέχεται να επαναλάβη τας συνομιλίας του πλαισίου του ΟΗΕ υπό τον όρον ότι ο μεσολαβητής Γιάρινγκ θα τηρήση τας αρχάς του ψηφίσματος του Συμβουλίου Ασφαλείας. Ο Υπουργός Εξωτερικών Άμπα Έμπαν μεταβαίνει εις Λονδίνον. ΙΕΡΟΥΣΑΛΗΜ, 7. (Ήνωμ. Τύπος). — Το Ισραήλ δέχεται να επαναλάβη τας συνομιλίας του πλαισίου του ΟΗΕ υπό τον όρον ότι ο μεσολαβητής Γιάρινγκ θα τηρήση τας αρχάς του ψηφίσματος του Συμβουλίου Ασφαλείας. Ο Υπουργός Εξωτερικών Άμπα Έμπαν μεταβαίνει εις Λονδίνον. Ο ΕΜΠΑΝ ΕΙΣ ΛΟΝΔΙΝΟΝ ΙΕΡΟΥΣΑΛΗΜ, 7. (Ήνωμ. Τύπος). — Το Ισραήλ δέχεται να επαναλάβη τας συνομιλίας του πλαισίου του ΟΗΕ υπό τον όρον ότι ο μεσολαβητής Γιάρινγκ θα τηρήση τας αρχάς του ψηφίσματος του Συμβουλίου Ασφαλείας. Ο Υπουργός Εξωτερικών Άμπα Έμπαν μεταβαίνει εις Λονδίνον. <box>1089 181 1260 556</box>
banner-line: ΑΝΕΚΟΙΝΩΣΕ ΤΟ ΣΤΕΙΤ ΝΤΗΠΑΡΤΜΕΝΤ <box>595 578 859 595</box>
article-text: ΤΕΛ ΑΒΙΒ, 7. (Ήνωμ. Τύπος). — Δεύτερον ισραηλινόν αεροπλάνον εξηφανίσθη εντός 24 ωρών. Φόβοι εκφράζονται ότι συνετρίβη εις την έρημον Νέγκεβ, όπου διεξάγονται έρευναι. ΝΕΑ ΥΟΡΚΗ, 7. (Ήνωμ. Τύπος). — Σφοδρά έκρηξις εσημειώθη εις υπόγειον αγυιάς του Μανχάτταν. Τραυματίαι μεταφέρθηκαν εις νοσοκομεία. ΔΙΑΔΗΛΩΣΕΙΣ ΕΙΣ ΜΑΔΡΙΤΗΝ ΒΕΛΙΓΡΑΔΙΟΝ, 7. (Ήνωμ. Τύπος). — Ο Αντιπρόεδρος της Ηνωμένης Αραβικής Δημοκρατίας θα πραγματοποιήση επίσημον επίσκεψιν εις την Γιουγκοσλαβίαν τον προσεχή μήνα. ΤΕΛ ΑΒΙΒ, 7. (Ήνωμ. Τύπος). — Δεύτερον ισραηλινόν αεροπλάνον εξηφανίσθη εντός 24 ωρών. Φόβοι εκφράζονται ότι συνετρίβη εις την έρημον Νέγκεβ, όπου διεξάγονται έρευναι. ΔΙΑΜΑΡΤΥΡΙΑ ΕΙΣ ΑΘΗΝΑΣ ΠΟΛΙΣ ΤΟΥ ΒΑΤΙΚΑΝΟΥ, 7. (Ήνωμ. Τύπος). — Ο Πάπας Παύλος ΣΤ΄ ευχαρίστησε τον Θεόν δια την σωτηρίαν του κατά την απόπειραν εις Μανίλαν. ΡΑΜΠΑΤ, 7 (Ρόυτερ). — Ο Πρόεδρος της Ρουμανίας Νικολάε Τσαουσέσκου αφίχθη εις Ραμπάτ δι' επίσημον επίσκεψιν εις το Μαρόκον. ΜΙΑ ΕΠΙΣΤΟΛΗ ΚΩΝΣΤΑΝΤΙΝΟΥΠΟΛΙΣ, 7. (Ήνωμ. Τύπος). — Κύμα ψύχους ενέσκηψεν εις ολόκληρον την Τουρκίαν. Η θερμοκρασία κατήλθε εις 15 βαθμούς υπό το μηδέν. ΝΕΑ ΥΟΡΚΗ, 7. (Ήνωμ. Τύπος). — Σφοδρά έκρηξις εσημειώθη εις υπόγειον αγυιάς του Μανχάτταν. Τραυματίαι μεταφέρθηκαν εις νοσοκομεία. <box>1269 781 1440 1386</box>
lottery-row: 23844 21083 23746 24044 24466 <box>681 2443 846 2454</box>
headline: ΚΗΔΕΙΑΙ <box>784 1924 842 1941</box>
section-subhead: ΕΜΜΕΝΕΙ Ο ΚΛΗΡΙΔΗΣ <box>746 415 878 430</box>
banner-line: ΕΠΑΝΑΛΗΨΙΝ ΤΩΝ ΣΥΝΟΜΙΛΙΩΝ <box>919 73 1429 112</box>
section-subhead: ΕΞΟΝΤΩΣΙΣ ΤΑΓΜΑΤΟΣ <box>43 453 176 467</box>
box-sub: ΚΑΙ Η ΕΝΗΜΕΡΩΣΙΣ <box>795 739 892 751</box>
article-text: ΜΟΣΧΑ, 7. (Ρόυτερ). — Το Υπουργείον Εξωτερικών επέδωσεν διακοίνωσιν διαμαρτυρίας εις την πρεσβείαν των Ηνωμένων Πολιτειών δια την κράτησιν σοβιετικού πλοίου εις την Διώρυγα του Παναμά. <box>908 1563 1079 1649</box>
